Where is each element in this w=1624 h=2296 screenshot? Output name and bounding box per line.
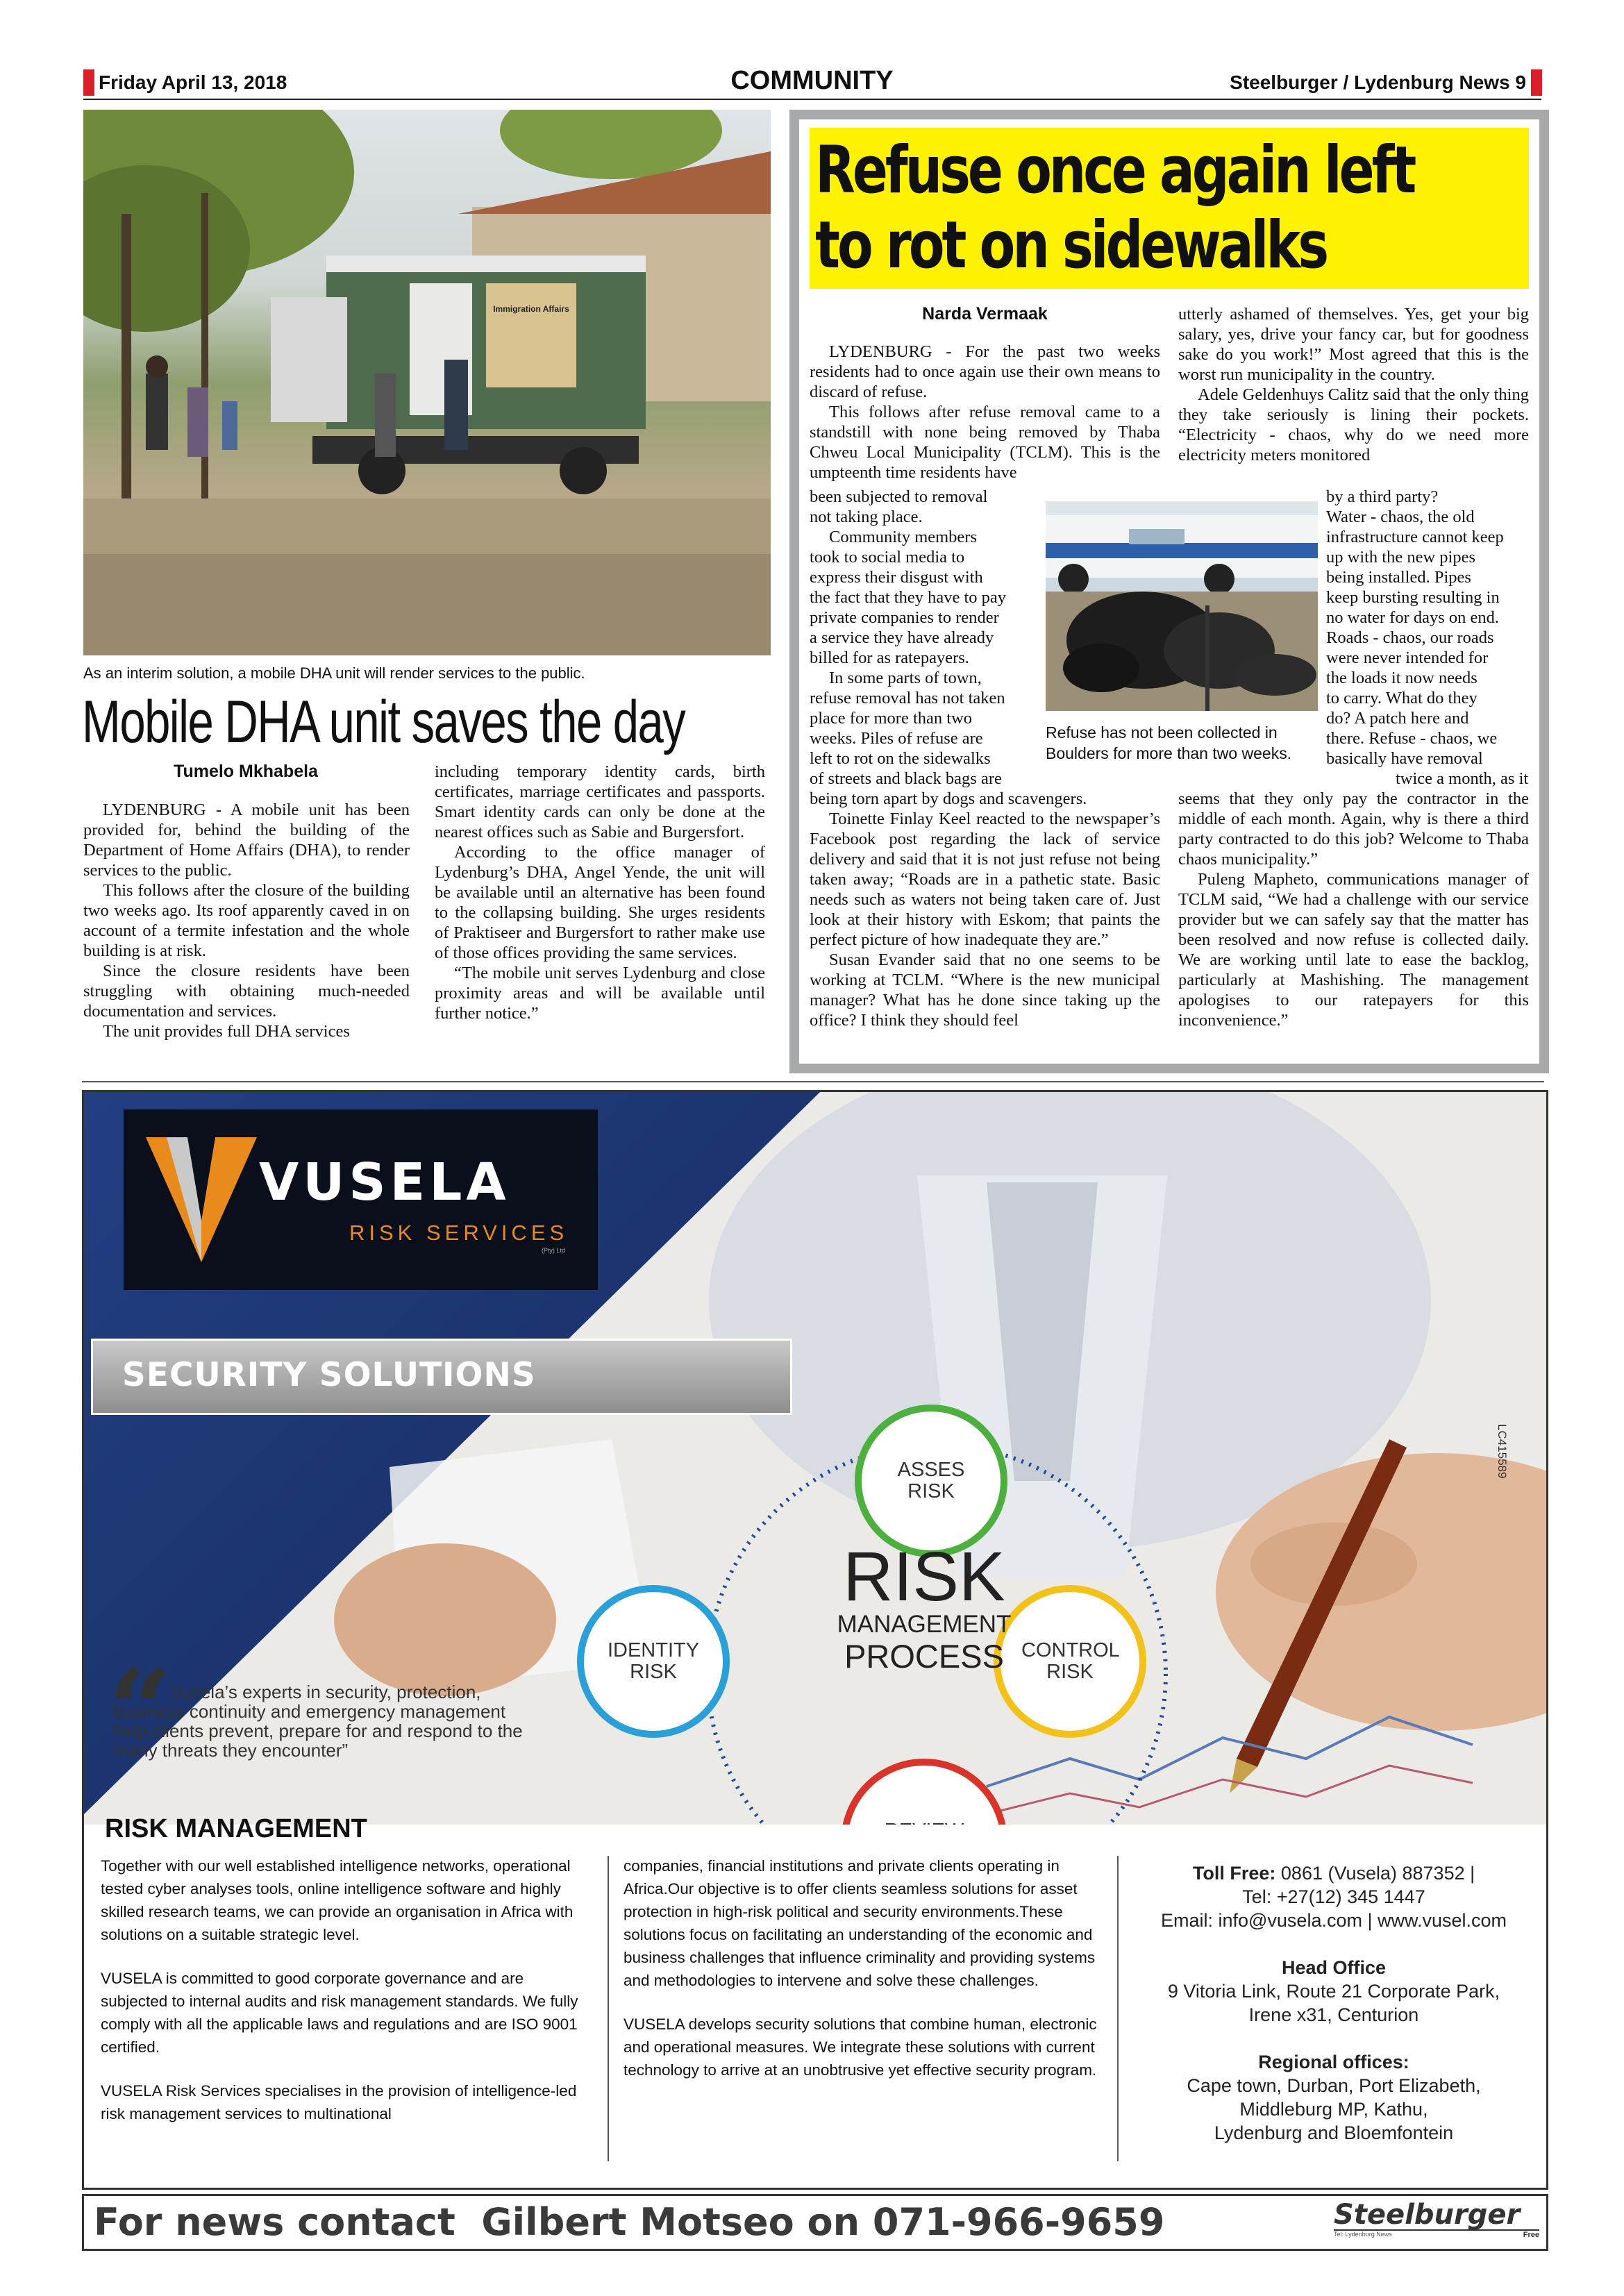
risk-center-mid: MANAGEMENT <box>837 1611 1012 1638</box>
refuse-line: twice a month, as it <box>1396 769 1529 788</box>
regional-offices-title: Regional offices: <box>1258 2052 1409 2072</box>
regional-offices-1: Cape town, Durban, Port Elizabeth, <box>1187 2075 1481 2096</box>
refuse-line: basically have removal <box>1326 749 1483 768</box>
dha-col1-para: This follows after the closure of the building two weeks ago. Its roof apparently caved in on account of a termite infestation and the whole building is at risk. <box>83 881 410 960</box>
refuse-col2-para: seems that they only pay the contractor in the middle of each month. Again, why is there a third party contracted to do this job? Welcome to Thaba chaos municipality.” <box>1178 789 1529 869</box>
photo-sign-text: Immigration Affairs <box>493 304 569 314</box>
advert-col1 <box>101 1854 594 2146</box>
dha-col2-para: According to the office manager of Lydenburg’s DHA, Angel Yende, the unit will be available until an alternative has been found to the collapsing building. She urges residents of Praktiseer and Burgersfort to rather make use of those offices providing the same services. <box>435 843 765 962</box>
refuse-line: Roads - chaos, our roads <box>1326 628 1494 647</box>
dha-photo-illustration <box>83 110 771 655</box>
dha-column-2 <box>435 762 765 1023</box>
vusela-advert <box>82 1090 1548 2190</box>
advert-col-divider <box>1117 1856 1119 2161</box>
refuse-line: by a third party? <box>1326 487 1439 506</box>
steelburger-logo-sub: Tel: Lydenburg News <box>1334 2231 1392 2238</box>
identity-risk-label: IDENTITY RISK <box>607 1639 700 1683</box>
steelburger-footer-logo <box>1334 2200 1539 2243</box>
refuse-line: Water - chaos, the old <box>1326 508 1475 526</box>
advert-col1-para: VUSELA is committed to good corporate governance and are subjected to internal audits and risk management standards. We fully comply with all the applicable laws and regulations and are ISO 9001 certified. <box>101 1970 578 2056</box>
refuse-col2-para: utterly ashamed of themselves. Yes, get your big salary, yes, drive your fancy car, but for goodness sake do you work!” Most agreed that this is the worst run municipality in the country. <box>1178 305 1529 384</box>
header-accent-right <box>1531 69 1542 96</box>
refuse-line: being installed. Pipes <box>1326 568 1471 587</box>
dha-photo-caption: As an interim solution, a mobile DHA unit will render services to the public. <box>83 664 585 682</box>
advert-contact-block <box>1125 1861 1542 2145</box>
refuse-line: been subjected to removal <box>810 487 988 506</box>
refuse-line: place for more than two <box>810 709 973 728</box>
header-section: COMMUNITY <box>730 66 894 95</box>
refuse-line: the fact that they have to pay <box>810 588 1006 607</box>
news-contact-text: For news contact Gilbert Motseo on 071-966-9659 <box>94 2200 1165 2244</box>
regional-offices-3: Lydenburg and Bloemfontein <box>1214 2122 1454 2143</box>
dha-col1-para: Since the closure residents have been struggling with obtaining much-needed documentation and services. <box>83 962 410 1021</box>
refuse-col1-para: Toinette Finlay Keel reacted to the newspaper’s Facebook post regarding the lack of service delivery and said that it is not just refuse not being taken away; “Roads are in a pathetic state. Basic needs such as waters not being taken care of. Just look at their history with Eskom; that paints the perfect picture of how inadequate they are.” <box>810 810 1160 949</box>
refuse-col1-bottom <box>810 789 1160 1030</box>
refuse-line: In some parts of town, <box>829 669 982 687</box>
refuse-line: took to social media to <box>810 548 965 567</box>
toll-free-line <box>1125 1861 1542 1885</box>
refuse-line: were never intended for <box>1326 648 1489 667</box>
refuse-headline-line2: to rot on sidewalks <box>815 208 1327 283</box>
dha-mobile-unit-photo <box>83 110 771 655</box>
refuse-line: of streets and black bags are <box>810 769 1002 788</box>
toll-free-number: 0861 (Vusela) 887352 | <box>1280 1863 1475 1884</box>
refuse-col1-narrow <box>810 487 1039 789</box>
telephone-line: Tel: +27(12) 345 1447 <box>1242 1886 1425 1907</box>
refuse-line: infrastructure cannot keep <box>1326 528 1504 546</box>
dha-col2-para: “The mobile unit serves Lydenburg and close proximity areas and will be available until further notice.” <box>435 964 765 1023</box>
refuse-line: billed for as ratepayers. <box>810 648 969 667</box>
header-paper-page: Steelburger / Lydenburg News 9 <box>1230 72 1526 93</box>
header-rule <box>83 99 1541 100</box>
security-solutions-title: SECURITY SOLUTIONS <box>122 1356 536 1394</box>
advert-col2-para: companies, financial institutions and private clients operating in Africa.Our objective is to offer clients seamless solutions for asset protection in high-risk political and security environments.These solutions focus on facilitating an understanding of the economic and business challenges that influence criminality and providing systems and methodologies to intervene and solve these challenges. <box>623 1857 1096 1989</box>
refuse-line: a service they have already <box>810 628 994 647</box>
refuse-headline-line1: Refuse once again left <box>815 133 1414 208</box>
refuse-headline <box>810 128 1515 283</box>
advert-col2 <box>623 1854 1103 2102</box>
advert-ref-code: LC415589 <box>1496 1424 1509 1479</box>
asses-risk-circle <box>855 1405 1007 1557</box>
refuse-col1-para: Susan Evander said that no one seems to be working at TCLM. “Where is the new municipal manager? What has he done since taking up the office? I think they should feel <box>810 950 1160 1030</box>
vusela-logo-sub: RISK SERVICES <box>349 1221 569 1245</box>
refuse-col2-para: Puleng Mapheto, communications manager of TCLM said, “We had a challenge with our service provider but we can safely say that the matter has been resolved and now refuse is collected daily. We are working until late to ease the backlog, particularly at Mashishing. The management apologises to our ratepayers for this inconvenience.” <box>1178 870 1529 1030</box>
identity-risk-circle <box>577 1585 730 1738</box>
refuse-line: left to rot on the sidewalks <box>810 749 991 768</box>
head-office-title: Head Office <box>1281 1957 1387 1978</box>
dha-col2-para: including temporary identity cards, birth certificates, marriage certificates and passports. Smart identity cards can only be done at the nearest offices such as Sabie and Burgersfort. <box>435 762 765 841</box>
quote-mark-icon: “ <box>108 1645 173 1775</box>
refuse-col2-bottom <box>1178 789 1529 1030</box>
advert-col2-para: VUSELA develops security solutions that combine human, electronic and operational measures. We integrate these solutions with current technology to arrive at an unobtrusive yet effective security program. <box>623 2016 1097 2079</box>
news-contact-footer <box>82 2194 1548 2251</box>
vusela-v-logo-icon <box>146 1137 257 1262</box>
dha-col1-para: The unit provides full DHA services <box>103 1022 350 1041</box>
advert-quote: Vusela’s experts in security, protection, business continuity and emergency management help clients prevent, prepare for and respond to the many threats they encounter” <box>113 1682 523 1761</box>
header-date: Friday April 13, 2018 <box>99 72 287 93</box>
refuse-col2-para: Adele Geldenhuys Calitz said that the only thing they take seriously is lining their pockets. “Electricity - chaos, why do we need more electricity meters monitored <box>1178 385 1529 464</box>
steelburger-logo-tag: Free <box>1523 2231 1539 2239</box>
refuse-line: to carry. What do they <box>1326 689 1477 707</box>
advert-col1-para: Together with our well established intelligence networks, operational tested cyber analyses tools, online intelligence software and highly skilled research teams, we can provide an organisation in Africa with solutions on a suitable strategic level. <box>101 1857 574 1943</box>
dha-col1-para: LYDENBURG - A mobile unit has been provided for, behind the building of the Department of Home Affairs (DHA), to render services to the public. <box>83 801 410 880</box>
toll-free-label: Toll Free: <box>1192 1863 1276 1884</box>
head-office-address-1: 9 Vitoria Link, Route 21 Corporate Park, <box>1167 1981 1500 2002</box>
risk-management-title: RISK MANAGEMENT <box>105 1814 367 1843</box>
dha-column-1 <box>83 800 410 1041</box>
vusela-logo-name: VUSELA <box>259 1153 510 1212</box>
refuse-line: there. Refuse - chaos, we <box>1326 729 1498 748</box>
advert-col-divider <box>608 1856 609 2161</box>
refuse-line: Community members <box>829 528 977 546</box>
refuse-col2-top <box>1178 304 1529 465</box>
vusela-logo-block <box>124 1109 598 1290</box>
refuse-line: express their disgust with <box>810 568 983 587</box>
refuse-byline: Narda Vermaak <box>922 304 1048 324</box>
regional-offices-2: Middleburg MP, Kathu, <box>1239 2099 1428 2120</box>
separator-rule <box>82 1081 1544 1082</box>
vusela-logo-small: (Pty) Ltd <box>542 1247 566 1254</box>
refuse-line: do? A patch here and <box>1326 709 1469 728</box>
refuse-photo-caption: Refuse has not been collected in Boulders for more than two weeks. <box>1046 723 1292 762</box>
refuse-col1-para: This follows after refuse removal came to a standstill with none being removed by Thaba Chweu Local Municipality (TCLM). This is the umpteenth time residents have <box>810 403 1160 482</box>
advert-col1-para: VUSELA Risk Services specialises in the provision of intelligence-led risk management services to multinational <box>101 2082 577 2122</box>
refuse-col1-top <box>810 342 1160 483</box>
risk-center-low: PROCESS <box>844 1638 1004 1675</box>
refuse-col2-narrow <box>1326 487 1529 789</box>
email-line[interactable]: Email: info@vusela.com | www.vusel.com <box>1160 1910 1507 1931</box>
control-risk-label: CONTROL RISK <box>1021 1639 1120 1683</box>
refuse-line: keep bursting resulting in <box>1326 588 1500 607</box>
refuse-line: private companies to render <box>810 608 999 627</box>
refuse-col1-para: LYDENBURG - For the past two weeks residents had to once again use their own means to discard of refuse. <box>810 342 1160 401</box>
refuse-line: no water for days on end. <box>1326 608 1500 627</box>
refuse-headline-box <box>810 128 1529 289</box>
refuse-bags-photo <box>1046 501 1318 711</box>
refuse-line: the loads it now needs <box>1326 669 1477 687</box>
head-office-address-2: Irene x31, Centurion <box>1248 2004 1419 2025</box>
refuse-line: not taking place. <box>810 508 923 526</box>
refuse-line: up with the new pipes <box>1326 548 1476 567</box>
dha-byline: Tumelo Mkhabela <box>174 762 318 781</box>
refuse-col1-para: being torn apart by dogs and scavengers. <box>810 789 1087 808</box>
steelburger-logo-text: Steelburger <box>1334 2199 1521 2231</box>
refuse-photo-illustration <box>1046 501 1318 711</box>
risk-center-big: RISK <box>843 1538 1005 1616</box>
refuse-line: weeks. Piles of refuse are <box>810 729 983 748</box>
asses-risk-label: ASSES RISK <box>897 1459 965 1502</box>
dha-headline: Mobile DHA unit saves the day <box>82 689 685 755</box>
refuse-line: refuse removal has not taken <box>810 689 1005 707</box>
